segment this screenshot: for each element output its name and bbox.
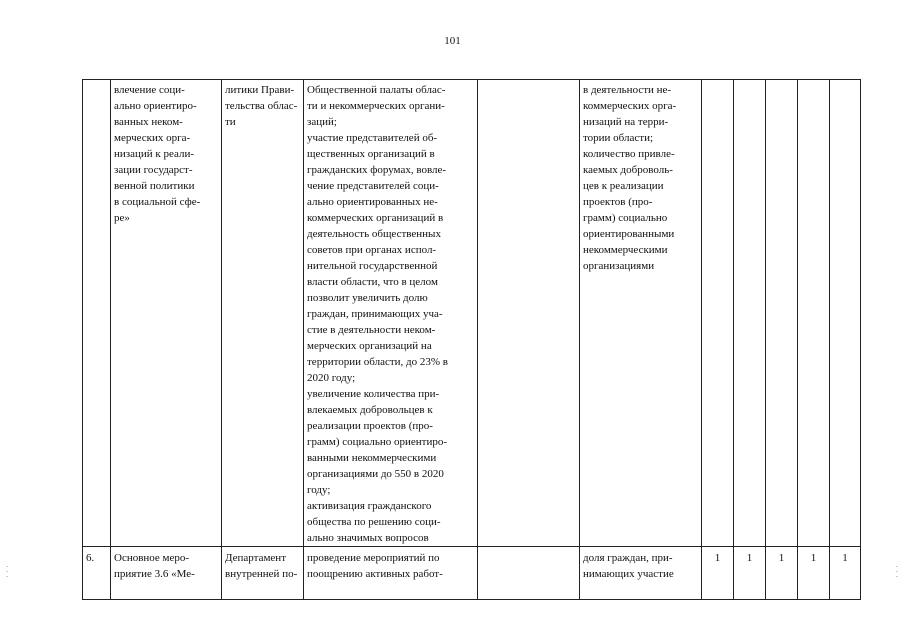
scan-margin-mark-right: - - - xyxy=(896,564,898,580)
program-table xyxy=(82,79,861,600)
consequences-cell xyxy=(478,80,580,547)
year-value-cell xyxy=(702,80,734,547)
executor-cell: литики Прави- тельства облас- ти xyxy=(222,80,304,547)
year-value-cell: 1 xyxy=(734,547,766,600)
result-cell: проведение мероприятий по поощрению активных работ- xyxy=(304,547,478,600)
event-cell: влечение соци- ально ориентиро- ванных неком- мерческих орга- низаций к реали- зации государст- венной политики в социальной сфе- ре» xyxy=(111,80,222,547)
row-index-cell xyxy=(83,80,111,547)
year-value-cell: 1 xyxy=(798,547,830,600)
page-number: 101 xyxy=(444,35,461,47)
year-value-cell: 1 xyxy=(702,547,734,600)
year-value-cell: 1 xyxy=(830,547,861,600)
consequences-cell xyxy=(478,547,580,600)
scan-margin-mark-left: - - - xyxy=(6,564,8,580)
year-value-cell xyxy=(766,80,798,547)
row-index-cell: 6. xyxy=(83,547,111,600)
year-value-cell: 1 xyxy=(766,547,798,600)
indicator-cell: в деятельности не- коммерческих орга- низаций на терри- тории области; количество привле- каемых доброволь- цев к реализации проектов (про- грамм) социально ориентированными некоммерческими организациями xyxy=(580,80,702,547)
indicator-cell: доля граждан, при- нимающих участие xyxy=(580,547,702,600)
executor-cell: Департамент внутренней по- xyxy=(222,547,304,600)
year-value-cell xyxy=(734,80,766,547)
year-value-cell xyxy=(830,80,861,547)
result-cell: Общественной палаты облас- ти и некоммерческих органи- заций; участие представителей об- щественных организаций в гражданских форумах, вовле- чение представителей соци- ально ориентированных не- коммерческих организаций в деятельность общественных советов при органах испол- нительной государственной власти области, что в целом позволит увеличить долю граждан, принимающих уча- стие в деятельности неком- мерческих организаций на территории области, до 23% в 2020 году; увеличение количества при- влекаемых добровольцев к реализации проектов (про- грамм) социально ориентиро- ванными некоммерческими организациями до 550 в 2020 году; активизация гражданского общества по решению соци- ально значимых вопросов xyxy=(304,80,478,547)
table-row xyxy=(83,547,861,600)
year-value-cell xyxy=(798,80,830,547)
event-cell: Основное меро- приятие 3.6 «Ме- xyxy=(111,547,222,600)
table-row xyxy=(83,80,861,547)
